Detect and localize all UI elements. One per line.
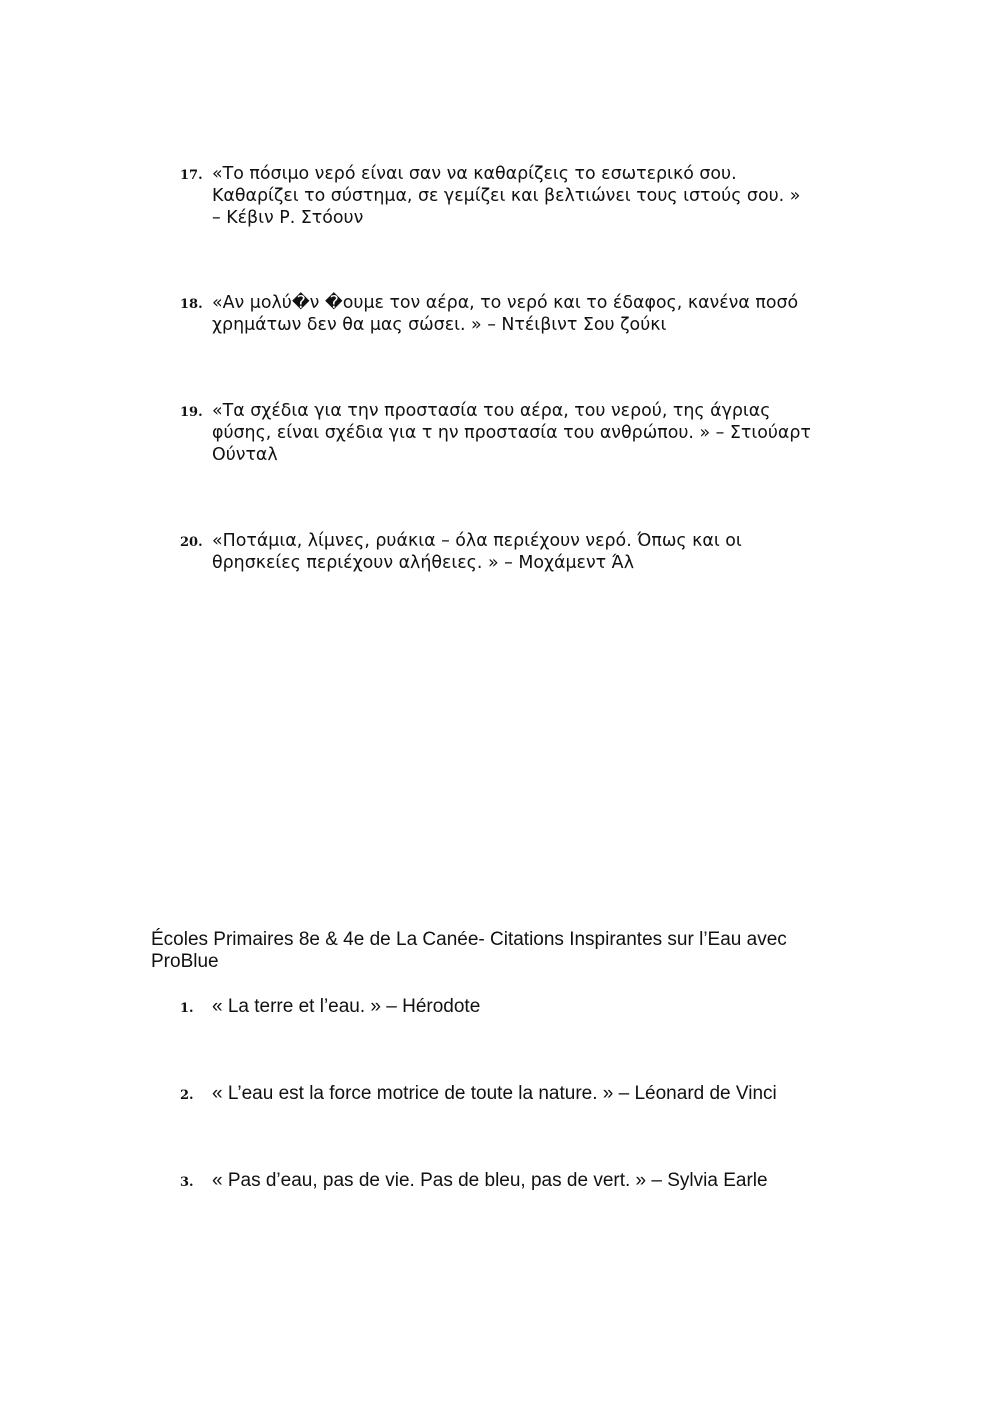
quote-number: 18. — [180, 297, 203, 312]
quote-text: « La terre et l’eau. » – Hérodote — [212, 996, 481, 1017]
french-quote-2 — [180, 1083, 860, 1107]
quote-line: «Το πόσιμο νερό είναι σαν να καθαρίζεις το εσωτερικό σου. — [212, 164, 737, 184]
french-quote-3 — [180, 1170, 860, 1194]
quote-number: 2. — [180, 1088, 194, 1103]
quote-number: 20. — [180, 535, 203, 550]
quote-number: 17. — [180, 168, 203, 183]
quote-20 — [180, 530, 860, 574]
quote-18 — [180, 292, 860, 336]
quote-text — [212, 292, 860, 336]
quote-number: 3. — [180, 1175, 194, 1190]
quote-text — [212, 163, 860, 229]
quote-number: 1. — [180, 1001, 194, 1016]
heading-line: ProBlue — [151, 951, 219, 972]
quote-line: Ούνταλ — [212, 445, 278, 465]
quote-text — [212, 530, 860, 574]
quote-line: Καθαρίζει το σύστημα, σε γεμίζει και βελτιώνει τους ιστούς σου. » — [212, 186, 801, 206]
quote-line: – Κέβιν Ρ. Στόουν — [212, 208, 364, 228]
quote-text — [212, 400, 860, 466]
heading-line: Écoles Primaires 8e & 4e de La Canée- Citations Inspirantes sur l’Eau avec — [151, 929, 787, 950]
section-heading — [151, 929, 851, 973]
quote-line: θρησκείες περιέχουν αλήθειες. » – Μοχάμεντ Άλ — [212, 553, 634, 573]
quote-text: « Pas d’eau, pas de vie. Pas de bleu, pas de vert. » – Sylvia Earle — [212, 1170, 768, 1191]
quote-19 — [180, 400, 860, 466]
french-quote-1 — [180, 996, 860, 1020]
quote-17 — [180, 163, 860, 229]
quote-line: «Αν μολύ�ν �ουμε τον αέρα, το νερό και το έδαφος, κανένα ποσό — [212, 293, 799, 313]
quote-number: 19. — [180, 405, 203, 420]
quote-line: «Ποτάμια, λίμνες, ρυάκια – όλα περιέχουν νερό. Όπως και οι — [212, 531, 742, 551]
quote-text: « L’eau est la force motrice de toute la nature. » – Léonard de Vinci — [212, 1083, 777, 1104]
quote-line: χρημάτων δεν θα μας σώσει. » – Ντέιβιντ Σου ζούκι — [212, 315, 667, 335]
quote-line: φύσης, είναι σχέδια για τ ην προστασία του ανθρώπου. » – Στιούαρτ — [212, 423, 811, 443]
quote-line: «Τα σχέδια για την προστασία του αέρα, του νερού, της άγριας — [212, 401, 771, 421]
